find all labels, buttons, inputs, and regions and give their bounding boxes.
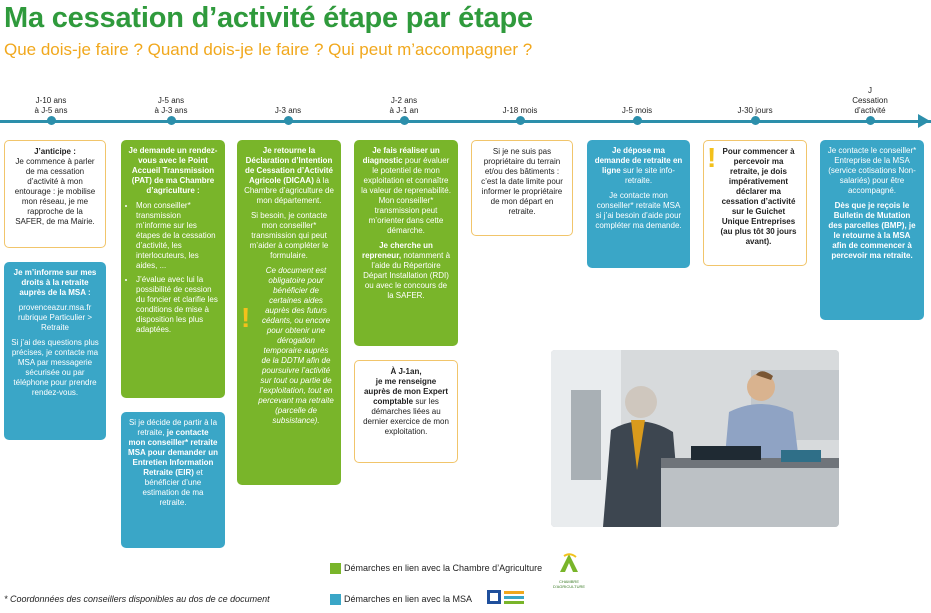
card-text: Je commence à parler de ma cessation d’activité à mon entourage : je mobilise mon réseau, je me rapproche de la SAFER, de ma Mairie.	[14, 157, 96, 226]
legend-label-msa: Démarches en lien avec la MSA	[344, 594, 473, 604]
step-card-guichet-unique	[703, 140, 807, 266]
page-subtitle: Que dois-je faire ? Quand dois-je le faire ? Qui peut m’accompagner ?	[4, 40, 533, 59]
warning-exclamation-icon: !	[707, 142, 717, 173]
warning-exclamation-icon: !	[241, 302, 251, 333]
step-card-anticipation	[4, 140, 106, 248]
card-text: Si je décide de partir à la retraite,	[128, 418, 218, 437]
card-text: et bénéficier d’une estimation de ma retraite.	[142, 468, 204, 507]
card-bullet: • J’évalue avec lui la possibilité de cession du foncier et clarifie les conditions de mise à disposition les plus adaptées.	[136, 275, 218, 335]
legend-swatch-blue	[330, 594, 341, 605]
step-card-diagnostic	[354, 140, 458, 346]
milestone-label: J-18 mois	[502, 106, 538, 115]
milestone-label: J-5 mois	[621, 106, 653, 115]
card-text: Si besoin, je contacte mon conseiller* transmission qui peut m’aider à compléter le formulaire.	[249, 211, 329, 260]
card-text: à la Chambre d’agriculture de mon département.	[244, 176, 334, 205]
card-text: pour évaluer le potentiel de mon exploitation et connaître la valeur de reprenabilité. Mon conseiller* transmission peut m’orienter dans cette démarche.	[361, 156, 451, 235]
card-text: Si je ne suis pas propriétaire du terrain et/ou des bâtiments : c’est la date limite pour informer le propriétaire de mon départ en retraite.	[481, 147, 563, 216]
card-heading: je contacte mon conseiller* retraite MSA pour demander un Entretien Information Retraite (EIR)	[128, 428, 218, 477]
timeline-dot	[516, 116, 525, 125]
card-heading: J’anticipe :	[34, 147, 76, 156]
card-text: notamment à l’aide du Répertoire Départ Installation (RDI) ou avec le concours de la SAFER.	[363, 251, 451, 300]
timeline-line	[0, 120, 931, 123]
meeting-illustration	[551, 350, 839, 527]
timeline-dot	[47, 116, 56, 125]
step-card-droits-retraite	[4, 262, 106, 440]
card-bullet: • Mon conseiller* transmission m’informe sur les étapes de la cessation d’activité, les interlocuteurs, les aides, ...	[136, 201, 218, 271]
card-note: Ce document est obligatoire pour bénéficier de certaines aides auprès des futurs cédants, ou encore pour obtenir une dérogation temporaire auprès de la DDTM afin de poursuivre l’activité sur tout ou partie de l’exploitation, tout en percevant ma retraite (parcelle de subsistance).	[258, 266, 334, 425]
step-card-bmp	[820, 140, 924, 320]
card-heading: Je retourne la Déclaration d’Intention de Cessation d’Activité Agricole (DICAA)	[244, 146, 334, 185]
card-text: Je contacte le conseiller* Entreprise de la MSA (service cotisations Non-salariés) pour être accompagné.	[827, 146, 917, 195]
timeline-dot	[167, 116, 176, 125]
card-heading: Dès que je reçois le Bulletin de Mutation des parcelles (BMP), je le retourne à la MSA afin de commencer à percevoir ma retraite.	[828, 201, 916, 260]
timeline-dot	[633, 116, 642, 125]
card-text: sur les démarches liées au dernier exercice de mon exploitation.	[363, 397, 449, 436]
msa-link[interactable]: provenceazur.msa.fr rubrique Particulier > Retraite	[17, 303, 93, 332]
footnote: * Coordonnées des conseillers disponibles au dos de ce document	[4, 594, 270, 604]
card-text: Si j’ai des questions plus précises, je contacte ma MSA par messagerie sécurisée ou par téléphone pour prendre rendez-vous.	[11, 338, 99, 397]
timeline-dot	[866, 116, 875, 125]
card-text: Je contacte mon conseiller* retraite MSA si j’ai besoin d’aide pour compléter ma demande.	[595, 191, 682, 230]
step-card-expert-comptable	[354, 360, 458, 463]
card-heading: Je m’informe sur mes droits à la retraite auprès de la MSA :	[13, 268, 97, 297]
photo-meeting	[551, 350, 839, 527]
milestone-label: J-30 jours	[737, 106, 773, 115]
milestone-label: J-2 ans à J-1 an	[389, 96, 419, 115]
milestone-label: J-10 ans à J-5 ans	[34, 96, 68, 115]
page-title: Ma cessation d’activité étape par étape	[4, 2, 533, 34]
msa-logo	[486, 588, 526, 608]
card-heading: Je dépose ma demande de retraite en ligne	[594, 146, 683, 175]
milestone-label: J-3 ans	[274, 106, 302, 115]
card-heading: je me renseigne auprès de mon Expert comptable	[363, 377, 449, 406]
timeline-dot	[284, 116, 293, 125]
card-text: sur le site info-retraite.	[622, 166, 675, 185]
msa-logo-icon	[486, 588, 526, 608]
chambre-logo-text: CHAMBRE D'AGRICULTURE	[552, 579, 586, 589]
legend-swatch-green	[330, 563, 341, 574]
chambre-logo-icon	[550, 552, 588, 574]
step-card-proprietaire	[471, 140, 573, 236]
step-card-pat	[121, 140, 225, 398]
card-heading: Je demande un rendez-vous avec le Point Accueil Transmission (PAT) de ma Chambre d’agriculture :	[128, 146, 218, 195]
step-card-eir	[121, 412, 225, 548]
chambre-agriculture-logo	[550, 552, 588, 589]
card-heading: Je cherche un repreneur,	[361, 241, 433, 260]
milestone-label: J-5 ans à J-3 ans	[154, 96, 188, 115]
step-card-dicaa	[237, 140, 341, 485]
card-heading: Je fais réaliser un diagnostic	[362, 146, 440, 165]
timeline-dot	[400, 116, 409, 125]
legend-label-chambre: Démarches en lien avec la Chambre d’Agriculture	[344, 563, 543, 573]
step-card-demande-retraite	[587, 140, 690, 268]
card-heading: Pour commencer à percevoir ma retraite, je dois impérativement déclarer ma cessation d’activité sur le Guichet Unique Entreprises (au plus tôt 30 jours avant).	[720, 147, 797, 246]
timeline-dot	[751, 116, 760, 125]
milestone-label: J Cessation d’activité	[852, 86, 888, 115]
timeline-arrow-icon	[918, 114, 930, 128]
card-heading: À J-1an,	[390, 367, 422, 376]
